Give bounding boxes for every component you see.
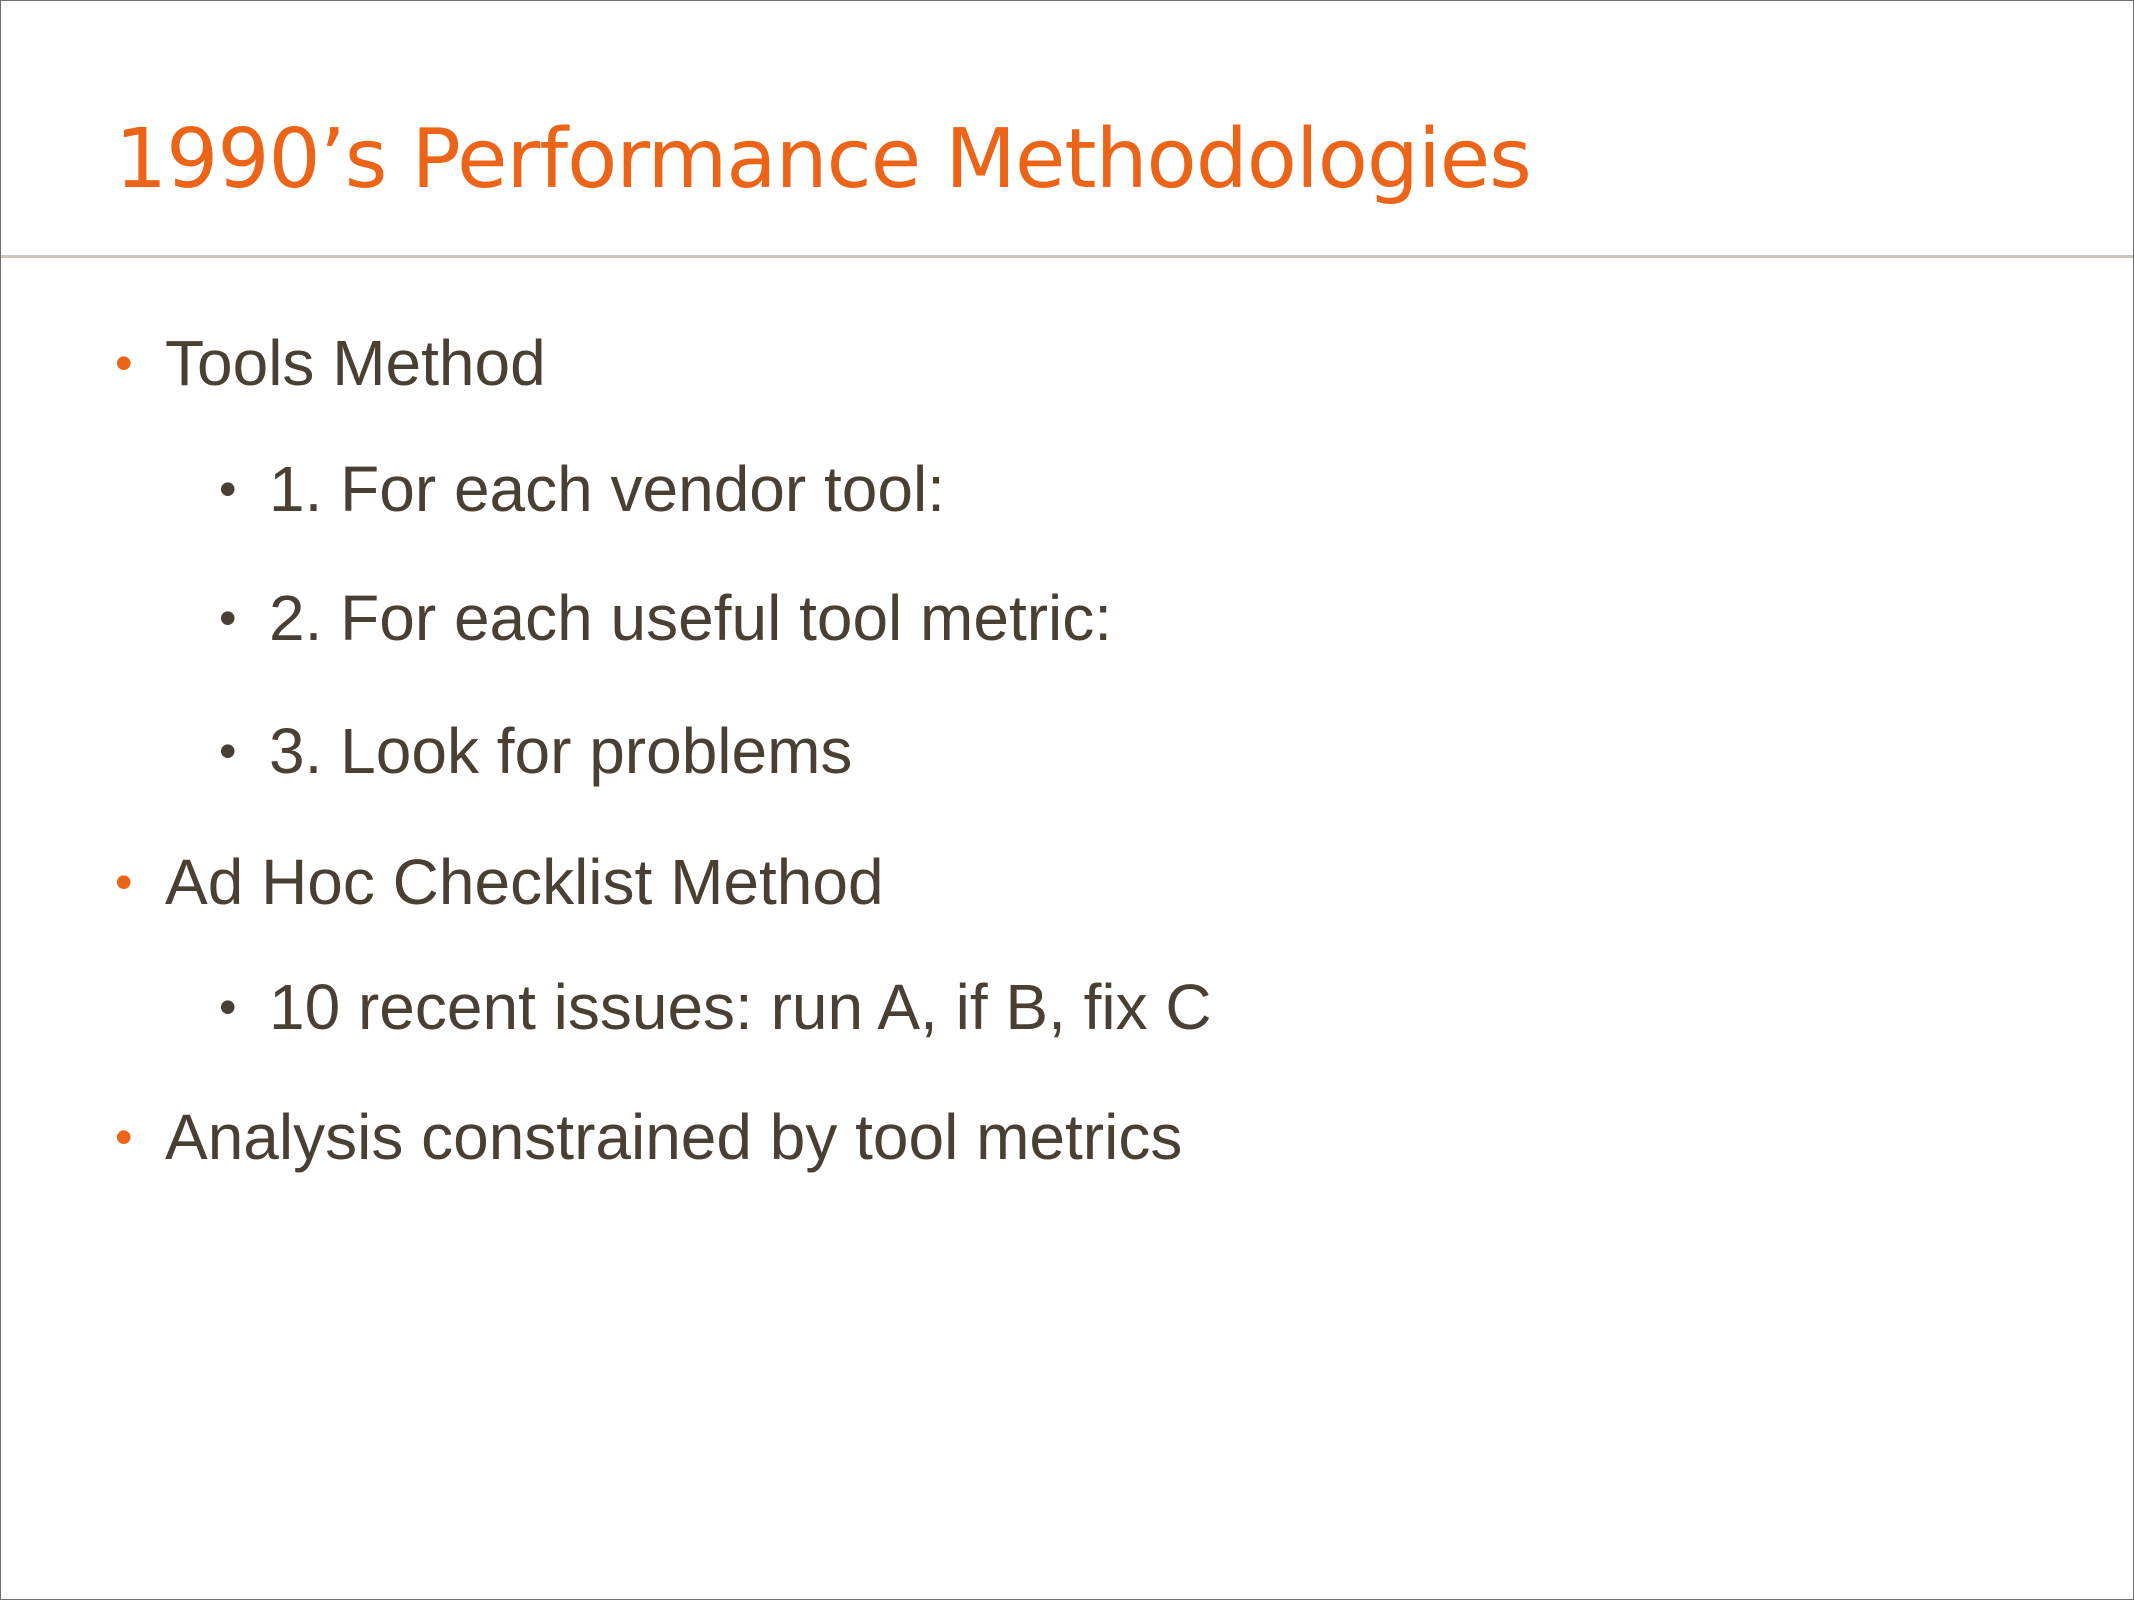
bullet-text: 10 recent issues: run A, if B, fix C xyxy=(269,971,1212,1043)
bullet-icon: • xyxy=(219,723,237,779)
bullet-text: 2. For each useful tool metric: xyxy=(269,582,1113,654)
bullet-icon: • xyxy=(115,854,133,910)
bullet-icon: • xyxy=(115,335,133,391)
title-divider xyxy=(1,255,2133,258)
bullet-text: 1. For each vendor tool: xyxy=(269,453,945,525)
bullet-text: 3. Look for problems xyxy=(269,715,853,787)
bullet-text: Analysis constrained by tool metrics xyxy=(165,1101,1183,1173)
bullet-text: Ad Hoc Checklist Method xyxy=(165,846,884,918)
bullet-icon: • xyxy=(219,590,237,646)
bullet-icon: • xyxy=(115,1109,133,1165)
bullet-icon: • xyxy=(219,979,237,1035)
bullet-text: Tools Method xyxy=(165,327,546,399)
slide-title: 1990’s Performance Methodologies xyxy=(115,112,1531,207)
bullet-icon: • xyxy=(219,461,237,517)
